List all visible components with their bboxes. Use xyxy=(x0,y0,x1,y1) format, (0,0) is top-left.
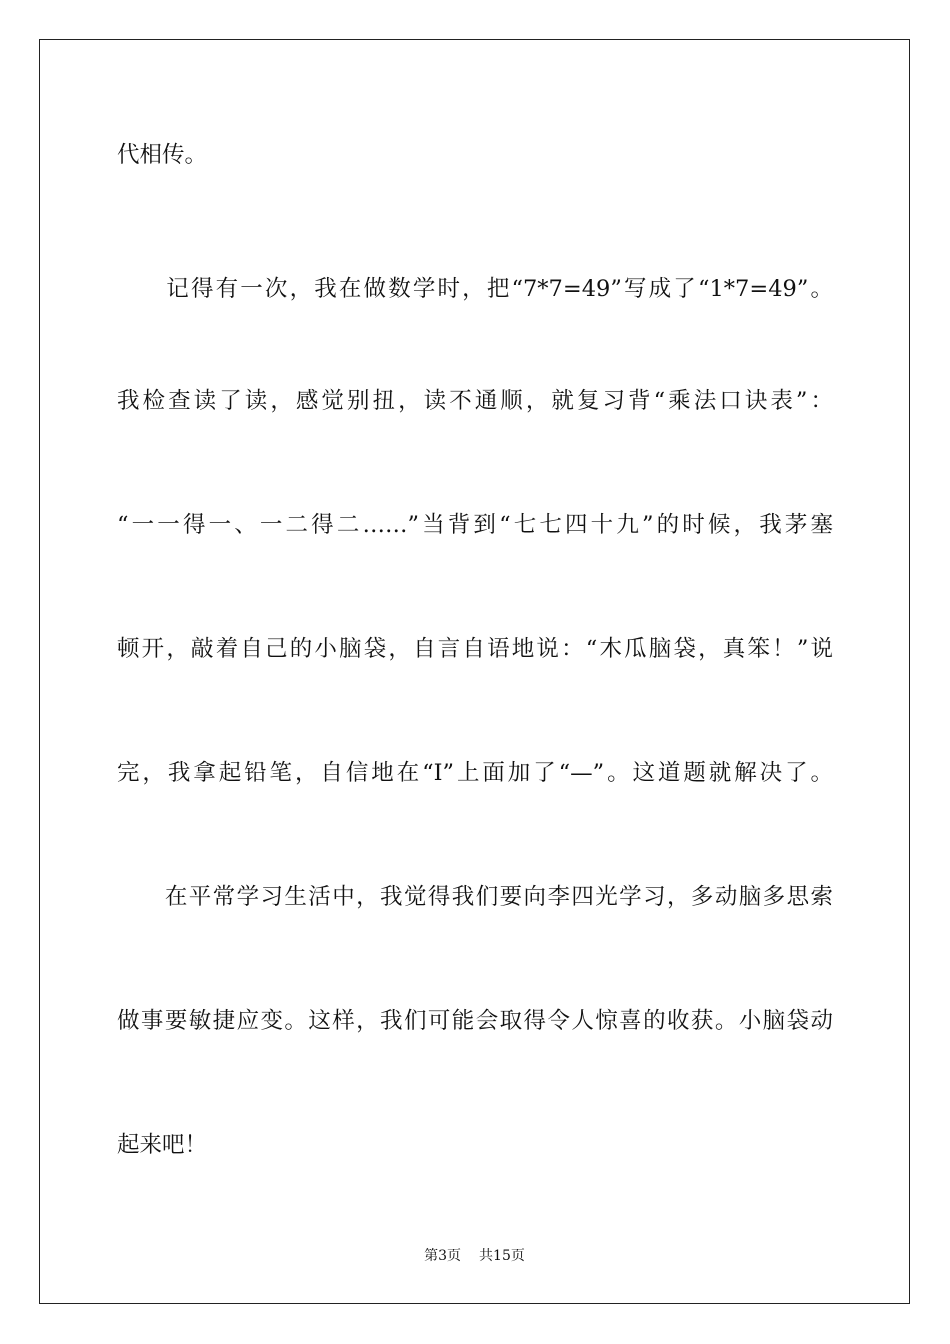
text-line-6: 完，我拿起铅笔，自信地在“I”上面加了“—”。这道题就解决了。 xyxy=(117,760,833,786)
text-line-1: 代相传。 xyxy=(117,142,208,168)
document-page xyxy=(39,39,910,1304)
text-line-5: 顿开，敲着自己的小脑袋，自言自语地说：“木瓜脑袋，真笨！”说 xyxy=(117,636,833,662)
text-line-2: 记得有一次，我在做数学时，把“7*7=49”写成了“1*7=49”。 xyxy=(117,276,833,302)
text-line-9: 起来吧！ xyxy=(117,1132,208,1158)
page-number: 第3页 xyxy=(424,1248,462,1264)
text-line-7: 在平常学习生活中，我觉得我们要向李四光学习，多动脑多思索 xyxy=(117,884,833,910)
text-line-4: “一一得一、一二得二……”当背到“七七四十九”的时候，我茅塞 xyxy=(117,512,833,538)
text-line-3: 我检查读了读，感觉别扭，读不通顺，就复习背“乘法口诀表”： xyxy=(117,388,833,414)
page-total: 共15页 xyxy=(479,1248,525,1264)
page-footer xyxy=(40,1245,909,1265)
text-line-8: 做事要敏捷应变。这样，我们可能会取得令人惊喜的收获。小脑袋动 xyxy=(117,1008,833,1034)
